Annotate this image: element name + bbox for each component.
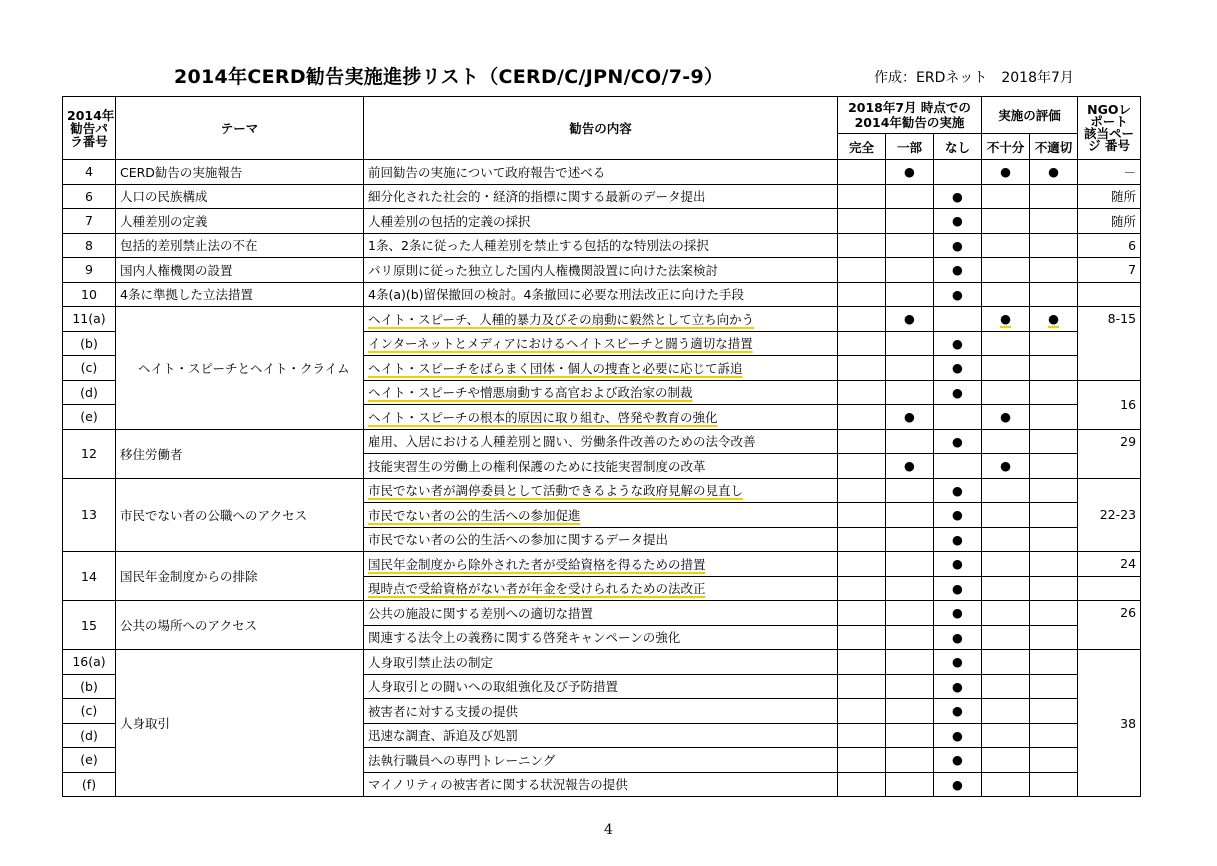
eval-insufficient-cell [982,601,1030,626]
eval-inappropriate-cell [1030,184,1078,209]
theme-cell: 包括的差別禁止法の不在 [116,233,364,258]
impl-none-cell [934,405,982,430]
content-cell: パリ原則に従った独立した国内人権機関設置に向けた法案検討 [364,258,838,283]
content-cell: 人身取引との闘いへの取組強化及び予防措置 [364,674,838,699]
table-row [63,650,1141,675]
para-number: 9 [63,258,116,283]
content-text: ヘイト・スピーチ、人種的暴力及びその扇動に毅然として立ち向かう [368,311,755,327]
impl-full-cell [838,625,886,650]
content-cell: 雇用、入居における人種差別と闘い、労働条件改善のための法令改善 [364,429,838,454]
content-cell [364,576,838,601]
impl-full-cell [838,380,886,405]
impl-partial-cell: ● [886,454,934,479]
para-number: (c) [63,356,116,381]
impl-none-cell: ● [934,723,982,748]
ngo-page-cell: 24 [1078,552,1141,577]
eval-inappropriate-cell [1030,209,1078,234]
para-number: (e) [63,748,116,773]
para-number: (f) [63,772,116,797]
impl-full-cell [838,258,886,283]
impl-partial-cell: ● [886,405,934,430]
theme-cell: 人身取引 [116,650,364,797]
para-number: 11(a) [63,307,116,332]
theme-cell: 移住労働者 [116,429,364,478]
table-row [63,184,1141,209]
impl-full-cell [838,356,886,381]
eval-insufficient-cell [982,429,1030,454]
impl-partial-cell [886,282,934,307]
content-cell: 人身取引禁止法の制定 [364,650,838,675]
impl-full-cell [838,160,886,185]
content-text: 市民でない者の公的生活への参加促進 [368,507,581,523]
para-number: (c) [63,699,116,724]
content-cell: 1条、2条に従った人種差別を禁止する包括的な特別法の採択 [364,233,838,258]
content-cell: マイノリティの被害者に関する状況報告の提供 [364,772,838,797]
content-cell [364,478,838,503]
impl-none-cell: ● [934,527,982,552]
theme-cell: ヘイト・スピーチとヘイト・クライム [116,307,364,430]
ngo-page-cell: 6 [1078,233,1141,258]
eval-insufficient-cell: ● [982,454,1030,479]
eval-insufficient-cell [982,503,1030,528]
eval-inappropriate-cell [1030,380,1078,405]
content-text: 現時点で受給資格がない者が年金を受けられるための法改正 [368,581,706,597]
impl-partial-cell [886,625,934,650]
eval-insufficient-cell [982,674,1030,699]
para-number: 8 [63,233,116,258]
para-number: 14 [63,552,116,601]
header-implementation: 2018年7月 時点での 2014年勧告の実施 [838,97,982,134]
eval-inappropriate-cell [1030,772,1078,797]
eval-mark: ● [1000,311,1011,327]
theme-cell: 4条に準拠した立法措置 [116,282,364,307]
header-eval-insufficient: 不十分 [982,134,1030,160]
content-cell [364,356,838,381]
eval-inappropriate-cell [1030,601,1078,626]
impl-full-cell [838,552,886,577]
para-number: 7 [63,209,116,234]
para-number: (b) [63,331,116,356]
theme-cell: 公共の場所へのアクセス [116,601,364,650]
impl-full-cell [838,233,886,258]
table-row [63,160,1141,185]
eval-insufficient-cell [982,527,1030,552]
impl-none-cell: ● [934,209,982,234]
impl-full-cell [838,748,886,773]
content-text: ヘイト・スピーチや憎悪扇動する高官および政治家の制裁 [368,385,693,401]
header-evaluation: 実施の評価 [982,97,1078,134]
ngo-page-cell: 7 [1078,258,1141,283]
impl-none-cell: ● [934,699,982,724]
header-eval-inappropriate: 不適切 [1030,134,1078,160]
content-cell: 人種差別の包括的定義の採択 [364,209,838,234]
impl-partial-cell [886,650,934,675]
ngo-page-cell: 随所 [1078,209,1141,234]
content-cell [364,380,838,405]
impl-full-cell [838,723,886,748]
eval-inappropriate-cell [1030,699,1078,724]
impl-full-cell [838,576,886,601]
eval-inappropriate-cell [1030,258,1078,283]
para-number: 4 [63,160,116,185]
content-text: ヘイト・スピーチをばらまく団体・個人の捜査と必要に応じて訴追 [368,360,743,376]
impl-full-cell [838,454,886,479]
para-number: 15 [63,601,116,650]
eval-insufficient-cell [982,258,1030,283]
impl-partial-cell [886,184,934,209]
impl-none-cell: ● [934,772,982,797]
theme-cell: 国民年金制度からの排除 [116,552,364,601]
impl-full-cell [838,650,886,675]
header-impl-partial: 一部 [886,134,934,160]
impl-none-cell: ● [934,748,982,773]
eval-insufficient-cell [982,625,1030,650]
impl-full-cell [838,405,886,430]
impl-partial-cell [886,772,934,797]
author-line: 作成：ERDネット 2018年7月 [874,70,1074,86]
eval-inappropriate-cell [1030,748,1078,773]
impl-none-cell: ● [934,601,982,626]
table-row [63,601,1141,626]
eval-inappropriate-cell [1030,331,1078,356]
ngo-page-cell: 8-15 [1078,307,1141,381]
impl-none-cell: ● [934,282,982,307]
eval-inappropriate-cell [1030,674,1078,699]
impl-full-cell [838,478,886,503]
eval-inappropriate-cell [1030,503,1078,528]
impl-partial-cell: ● [886,160,934,185]
impl-full-cell [838,527,886,552]
para-number: (d) [63,723,116,748]
impl-full-cell [838,699,886,724]
eval-insufficient-cell [982,576,1030,601]
impl-partial-cell [886,723,934,748]
content-cell [364,552,838,577]
eval-insufficient-cell [982,723,1030,748]
ngo-page-cell: 16 [1078,380,1141,429]
eval-insufficient-cell [982,380,1030,405]
impl-full-cell [838,209,886,234]
impl-full-cell [838,282,886,307]
impl-none-cell: ● [934,184,982,209]
content-cell: 関連する法令上の義務に関する啓発キャンペーンの強化 [364,625,838,650]
impl-none-cell: ● [934,650,982,675]
table-row [63,233,1141,258]
impl-partial-cell [886,209,934,234]
content-cell: 前回勧告の実施について政府報告で述べる [364,160,838,185]
eval-inappropriate-cell [1030,625,1078,650]
impl-full-cell [838,307,886,332]
eval-inappropriate-cell: ● [1030,160,1078,185]
document-title: 2014年CERD勧告実施進捗リスト（CERD/C/JPN/CO/7-9） [174,66,724,88]
impl-none-cell: ● [934,478,982,503]
content-cell: 4条(a)(b)留保撤回の検討。4条撤回に必要な刑法改正に向けた手段 [364,282,838,307]
impl-full-cell [838,674,886,699]
impl-full-cell [838,601,886,626]
eval-inappropriate-cell [1030,650,1078,675]
eval-insufficient-cell [982,552,1030,577]
para-number: (e) [63,405,116,430]
table-row [63,282,1141,307]
ngo-page-cell: － [1078,160,1141,185]
para-number: 6 [63,184,116,209]
eval-mark: ● [1048,311,1059,327]
impl-partial-cell [886,503,934,528]
impl-none-cell: ● [934,625,982,650]
theme-cell: 国内人権機関の設置 [116,258,364,283]
ngo-page-cell: 38 [1078,650,1141,797]
impl-none-cell [934,160,982,185]
ngo-page-cell: 26 [1078,601,1141,650]
header-theme: テーマ [116,97,364,160]
content-cell: 技能実習生の労働上の権利保護のために技能実習制度の改革 [364,454,838,479]
eval-insufficient-cell [982,184,1030,209]
eval-inappropriate-cell [1030,576,1078,601]
impl-partial-cell [886,380,934,405]
eval-insufficient-cell [982,331,1030,356]
table-row [63,307,1141,332]
impl-partial-cell [886,699,934,724]
content-cell [364,331,838,356]
header-para-number: 2014年 勧告パ ラ番号 [63,97,116,160]
impl-none-cell: ● [934,429,982,454]
table-row [63,478,1141,503]
eval-inappropriate-cell [1030,233,1078,258]
impl-partial-cell [886,356,934,381]
impl-partial-cell [886,748,934,773]
recommendation-table [62,96,1141,797]
eval-insufficient-cell [982,478,1030,503]
impl-partial-cell [886,478,934,503]
ngo-page-cell: 随所 [1078,184,1141,209]
theme-cell: 市民でない者の公職へのアクセス [116,478,364,552]
eval-inappropriate-cell [1030,552,1078,577]
eval-insufficient-cell [982,748,1030,773]
page-number: 4 [604,822,613,838]
content-cell [364,307,838,332]
impl-none-cell: ● [934,233,982,258]
eval-insufficient-cell [982,209,1030,234]
eval-inappropriate-cell [1030,478,1078,503]
eval-inappropriate-cell [1030,307,1078,332]
eval-insufficient-cell [982,356,1030,381]
eval-inappropriate-cell [1030,723,1078,748]
eval-inappropriate-cell [1030,356,1078,381]
impl-partial-cell [886,674,934,699]
impl-full-cell [838,772,886,797]
content-text: 市民でない者が調停委員として活動できるような政府見解の見直し [368,483,744,499]
table-row [63,552,1141,577]
header-content: 勧告の内容 [364,97,838,160]
eval-insufficient-cell [982,233,1030,258]
impl-partial-cell [886,331,934,356]
impl-none-cell: ● [934,576,982,601]
content-cell: 迅速な調査、訴追及び処罰 [364,723,838,748]
eval-insufficient-cell [982,699,1030,724]
eval-insufficient-cell [982,772,1030,797]
eval-insufficient-cell: ● [982,405,1030,430]
para-number: (b) [63,674,116,699]
impl-none-cell: ● [934,331,982,356]
table-row [63,258,1141,283]
impl-partial-cell [886,233,934,258]
content-text: ヘイト・スピーチの根本的原因に取り組む、啓発や教育の強化 [368,409,718,425]
eval-inappropriate-cell [1030,429,1078,454]
impl-partial-cell [886,429,934,454]
header-impl-none: なし [934,134,982,160]
content-cell: 市民でない者の公的生活への参加に関するデータ提出 [364,527,838,552]
ngo-page-cell [1078,576,1141,601]
impl-partial-cell [886,258,934,283]
para-number: 12 [63,429,116,478]
impl-none-cell: ● [934,258,982,283]
impl-none-cell: ● [934,674,982,699]
impl-none-cell: ● [934,380,982,405]
theme-cell: CERD勧告の実施報告 [116,160,364,185]
impl-none-cell [934,454,982,479]
content-cell: 被害者に対する支援の提供 [364,699,838,724]
impl-partial-cell [886,527,934,552]
impl-full-cell [838,331,886,356]
ngo-page-cell: 29 [1078,429,1141,478]
eval-inappropriate-cell [1030,454,1078,479]
impl-none-cell: ● [934,356,982,381]
header-impl-full: 完全 [838,134,886,160]
content-cell [364,503,838,528]
eval-insufficient-cell [982,307,1030,332]
table-row [63,209,1141,234]
impl-none-cell: ● [934,503,982,528]
eval-inappropriate-cell [1030,405,1078,430]
ngo-page-cell [1078,282,1141,307]
impl-none-cell: ● [934,552,982,577]
impl-partial-cell: ● [886,307,934,332]
impl-full-cell [838,503,886,528]
impl-partial-cell [886,576,934,601]
para-number: 13 [63,478,116,552]
impl-full-cell [838,184,886,209]
content-cell [364,405,838,430]
content-text: インターネットとメディアにおけるヘイトスピーチと闘う適切な措置 [368,336,753,352]
eval-insufficient-cell: ● [982,160,1030,185]
table-row [63,429,1141,454]
para-number: 16(a) [63,650,116,675]
para-number: (d) [63,380,116,405]
eval-inappropriate-cell [1030,527,1078,552]
impl-none-cell [934,307,982,332]
content-cell: 公共の施設に関する差別への適切な措置 [364,601,838,626]
content-cell: 細分化された社会的・経済的指標に関する最新のデータ提出 [364,184,838,209]
impl-partial-cell [886,552,934,577]
header-ngo-page: NGOレ ポート 該当ペー ジ 番号 [1078,97,1141,160]
eval-insufficient-cell [982,282,1030,307]
eval-insufficient-cell [982,650,1030,675]
content-text: 国民年金制度から除外された者が受給資格を得るための措置 [368,556,706,572]
eval-inappropriate-cell [1030,282,1078,307]
impl-partial-cell [886,601,934,626]
content-cell: 法執行職員への専門トレーニング [364,748,838,773]
para-number: 10 [63,282,116,307]
theme-cell: 人種差別の定義 [116,209,364,234]
theme-cell: 人口の民族構成 [116,184,364,209]
ngo-page-cell: 22-23 [1078,478,1141,552]
impl-full-cell [838,429,886,454]
